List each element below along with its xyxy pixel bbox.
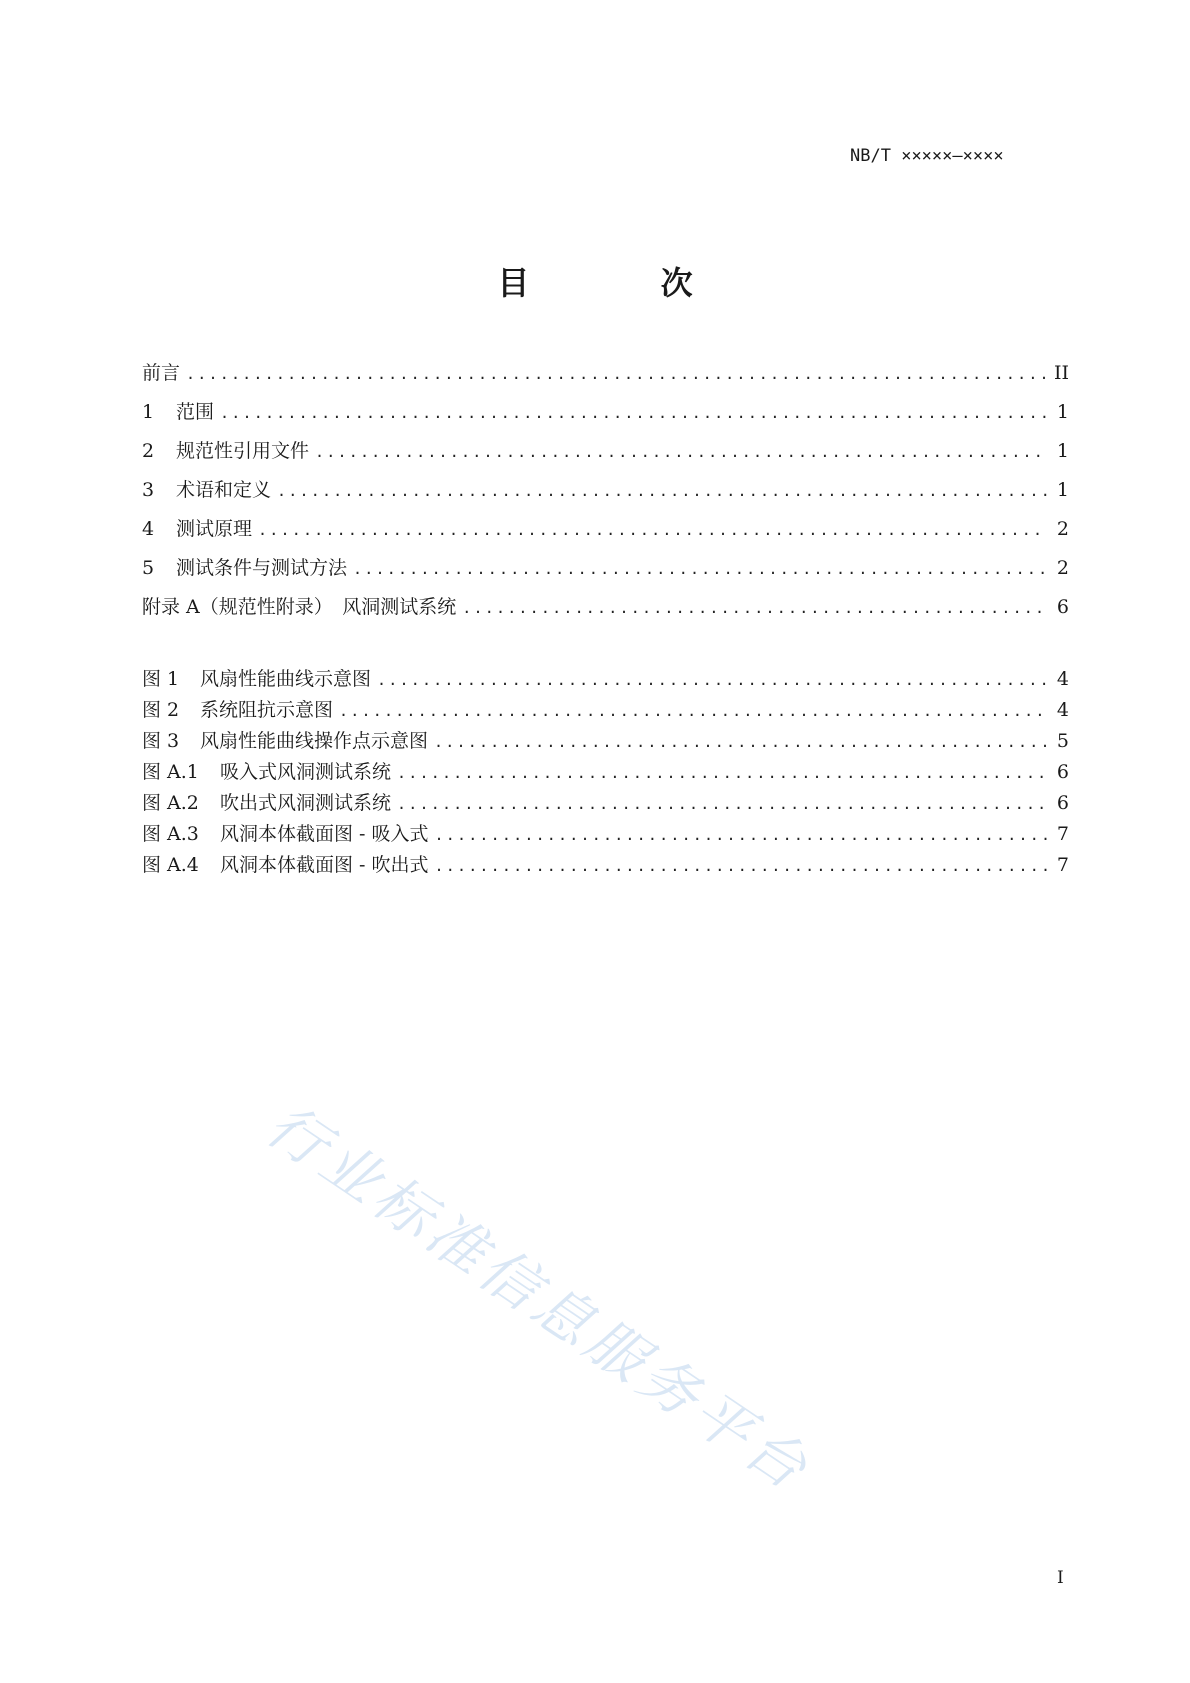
toc-entry-2[interactable]	[142, 436, 1069, 475]
leader-dots	[277, 482, 1047, 500]
page-number: I	[1057, 1568, 1064, 1588]
figure-num: 图 2	[142, 699, 180, 721]
figure-label: 风扇性能曲线示意图	[200, 668, 372, 690]
toc-page: II	[1053, 362, 1069, 384]
figure-page: 6	[1056, 761, 1069, 783]
toc-num: 2	[142, 440, 155, 462]
leader-dots	[435, 857, 1048, 875]
leader-dots	[462, 599, 1047, 617]
leader-dots	[435, 826, 1048, 844]
figure-entry-1[interactable]	[142, 664, 1069, 695]
figure-list	[142, 664, 1069, 881]
standard-code-number: ×××××—××××	[901, 146, 1004, 166]
toc-entry-appendix-a[interactable]	[142, 592, 1069, 631]
figure-page: 4	[1056, 668, 1069, 690]
leader-dots	[315, 443, 1047, 461]
watermark: 行业标准信息服务平台	[254, 1090, 824, 1506]
toc-label: 术语和定义	[176, 479, 272, 501]
figure-label: 吹出式风洞测试系统	[220, 792, 392, 814]
toc-num: 4	[142, 518, 155, 540]
toc-label: 测试条件与测试方法	[176, 557, 348, 579]
figure-entry-3[interactable]	[142, 726, 1069, 757]
figure-entry-a1[interactable]	[142, 757, 1069, 788]
toc-entry-4[interactable]	[142, 514, 1069, 553]
leader-dots	[258, 521, 1047, 539]
toc-page: 1	[1056, 440, 1069, 462]
leader-dots	[220, 404, 1047, 422]
figure-num: 图 1	[142, 668, 180, 690]
toc-num: 5	[142, 557, 155, 579]
figure-entry-a2[interactable]	[142, 788, 1069, 819]
figure-num: 图 3	[142, 730, 180, 752]
figure-num: 图 A.3	[142, 823, 199, 845]
figure-label: 风洞本体截面图 - 吸入式	[220, 823, 429, 845]
toc-label: 范围	[176, 401, 215, 423]
page-title: 目 次	[497, 264, 753, 302]
figure-page: 7	[1056, 823, 1069, 845]
figure-num: 图 A.2	[142, 792, 199, 814]
toc-page: 1	[1056, 401, 1069, 423]
figure-entry-2[interactable]	[142, 695, 1069, 726]
toc-page: 1	[1056, 479, 1069, 501]
toc-label: 附录 A（规范性附录） 风洞测试系统	[142, 596, 457, 618]
toc-page: 6	[1056, 596, 1069, 618]
toc-page: 2	[1056, 518, 1069, 540]
figure-entry-a4[interactable]	[142, 850, 1069, 881]
leader-dots	[339, 702, 1047, 720]
figure-label: 风扇性能曲线操作点示意图	[200, 730, 429, 752]
figure-entry-a3[interactable]	[142, 819, 1069, 850]
toc-num: 1	[142, 401, 155, 423]
figure-num: 图 A.1	[142, 761, 199, 783]
toc-label: 测试原理	[176, 518, 253, 540]
toc-page: 2	[1056, 557, 1069, 579]
figure-page: 7	[1056, 854, 1069, 876]
figure-label: 风洞本体截面图 - 吹出式	[220, 854, 429, 876]
leader-dots	[186, 365, 1047, 383]
figure-page: 5	[1056, 730, 1069, 752]
standard-code-prefix: NB/T	[850, 146, 891, 166]
leader-dots	[397, 795, 1047, 813]
toc-entry-1[interactable]	[142, 397, 1069, 436]
figure-page: 4	[1056, 699, 1069, 721]
leader-dots	[377, 671, 1047, 689]
leader-dots	[434, 733, 1047, 751]
figure-num: 图 A.4	[142, 854, 199, 876]
toc-entry-foreword[interactable]	[142, 358, 1069, 397]
figure-page: 6	[1056, 792, 1069, 814]
leader-dots	[397, 764, 1047, 782]
standard-code	[850, 144, 1080, 168]
toc-list	[142, 358, 1069, 631]
toc-entry-5[interactable]	[142, 553, 1069, 592]
figure-label: 系统阻抗示意图	[200, 699, 334, 721]
toc-num: 3	[142, 479, 155, 501]
figure-label: 吸入式风洞测试系统	[220, 761, 392, 783]
toc-label: 规范性引用文件	[176, 440, 310, 462]
toc-entry-3[interactable]	[142, 475, 1069, 514]
toc-label: 前言	[142, 362, 181, 384]
leader-dots	[353, 560, 1047, 578]
